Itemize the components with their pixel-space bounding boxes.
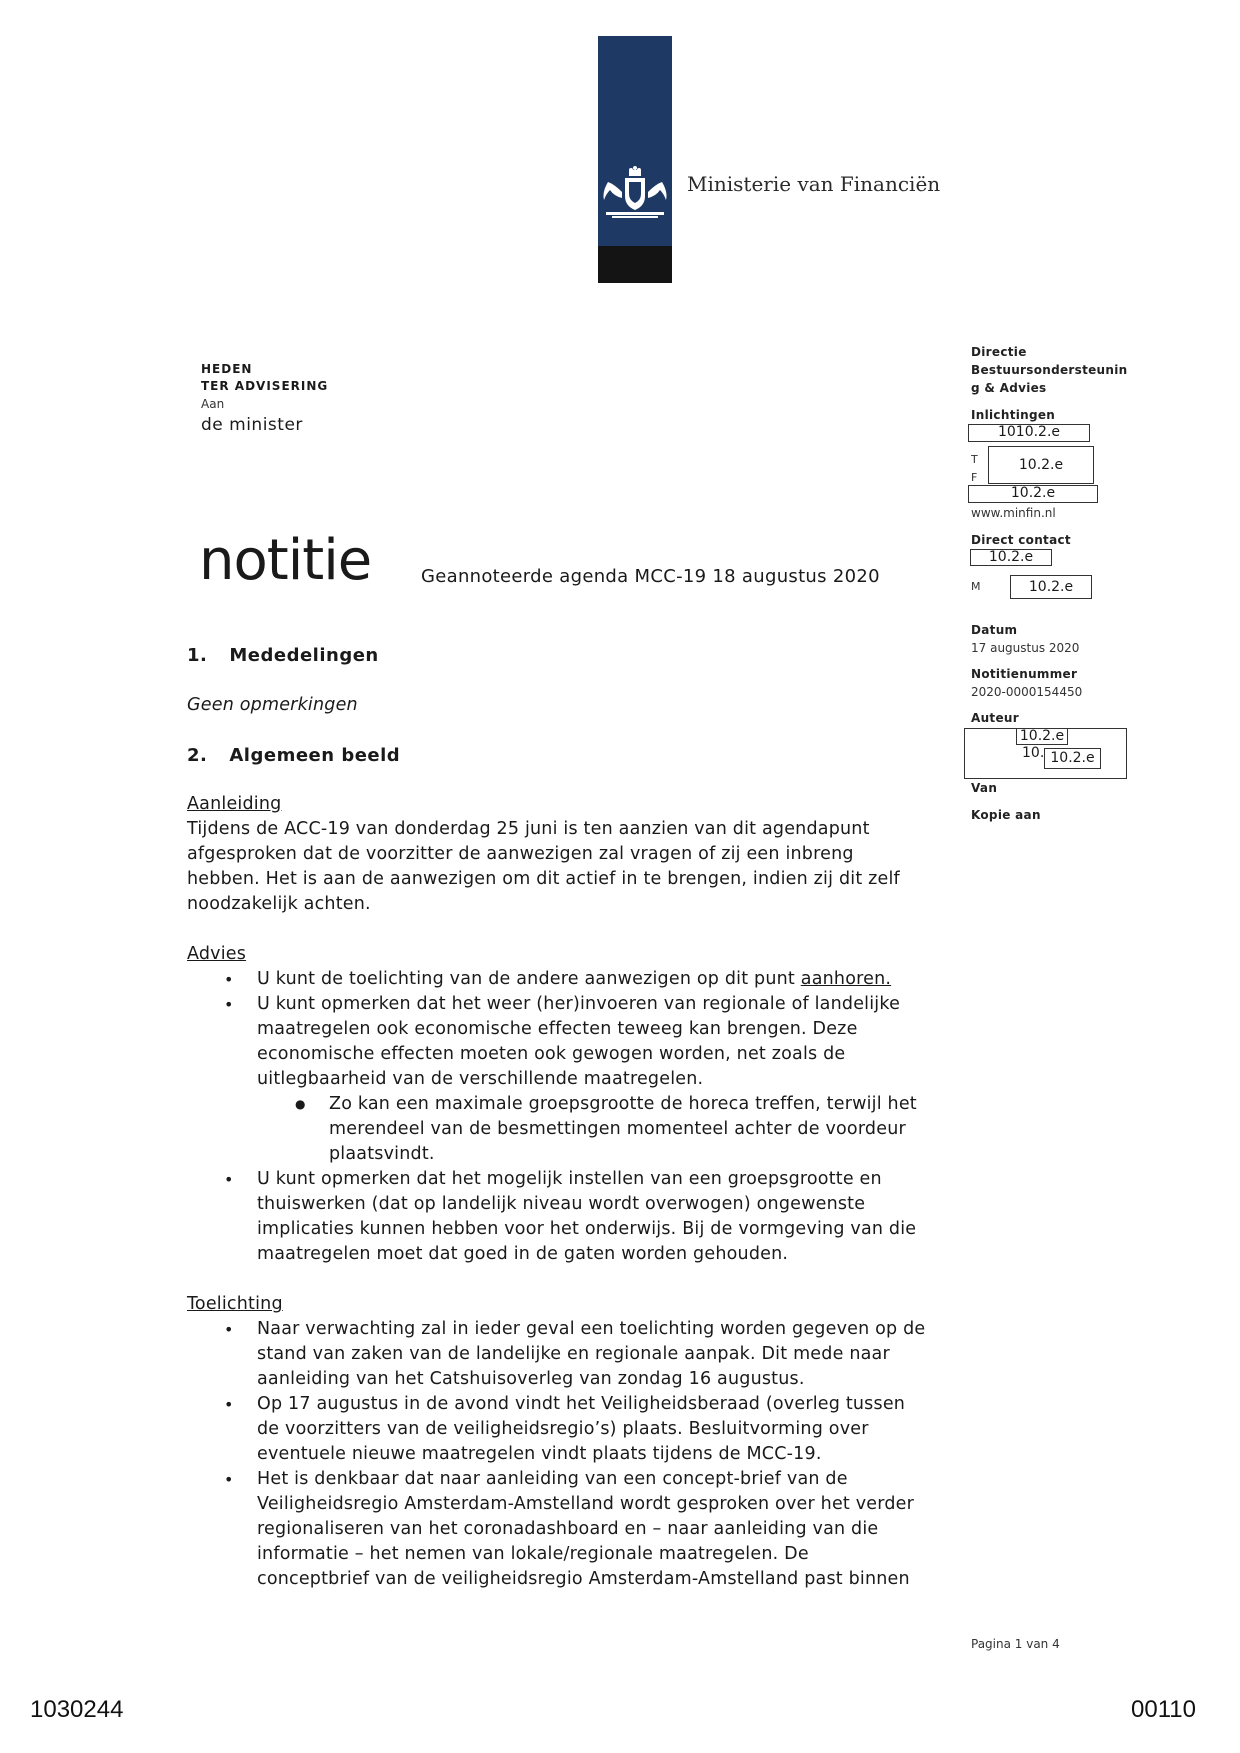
direct-contact-label: Direct contact xyxy=(971,533,1071,547)
list-item xyxy=(187,1467,947,1592)
list-item xyxy=(187,1317,947,1392)
section-1-heading xyxy=(187,645,379,666)
header-line1: HEDEN xyxy=(201,362,253,376)
notitienummer-value: 2020-0000154450 xyxy=(971,685,1083,699)
fax-label: F xyxy=(971,471,978,484)
redaction-box xyxy=(1010,575,1092,599)
footer-right-number: 00110 xyxy=(1131,1696,1196,1723)
list-line: plaatsvindt. xyxy=(329,1144,435,1164)
list-line: implicaties kunnen hebben voor het onderwijs. Bij de vormgeving van die xyxy=(257,1219,917,1239)
list-line: conceptbrief van de veiligheidsregio Amsterdam-Amstelland past binnen xyxy=(257,1569,910,1589)
mobile-label: M xyxy=(971,580,981,593)
website: www.minfin.nl xyxy=(971,506,1056,520)
list-item-text: U kunt de toelichting van de andere aanwezigen op dit punt xyxy=(257,969,801,989)
auteur-label: Auteur xyxy=(971,711,1019,725)
coat-of-arms-icon xyxy=(598,166,672,246)
toelichting-title: Toelichting xyxy=(187,1294,283,1314)
underlined-word: aanhoren. xyxy=(800,969,892,989)
list-item xyxy=(187,992,947,1092)
list-line: maatregelen moet dat goed in de gaten worden gehouden. xyxy=(257,1244,789,1264)
logo-footer-bar xyxy=(598,246,672,283)
redaction-box xyxy=(968,424,1090,442)
redaction-box xyxy=(968,485,1098,503)
directie-line3: g & Advies xyxy=(971,381,1047,395)
van-label: Van xyxy=(971,781,998,795)
main-body xyxy=(187,792,947,1592)
advies-list-continued xyxy=(117,1167,947,1267)
section-number: 1. xyxy=(187,645,208,666)
redaction-text: 10.2.e xyxy=(1018,457,1064,473)
section-number: 2. xyxy=(187,745,208,766)
list-line: Veiligheidsregio Amsterdam-Amstelland wordt gesproken over het verder xyxy=(257,1494,915,1514)
addressee: de minister xyxy=(201,415,303,435)
list-line: • Het is denkbaar dat naar aanleiding van een concept-brief van de xyxy=(257,1469,848,1489)
directie-label: Directie xyxy=(971,345,1027,359)
toelichting-list xyxy=(117,1317,947,1592)
list-line: economische effecten moeten ook gewogen worden, net zoals de xyxy=(257,1044,846,1064)
aanleiding-line: noodzakelijk achten. xyxy=(187,894,371,914)
redaction-box xyxy=(1016,728,1068,745)
list-item xyxy=(187,1092,947,1167)
redaction-text: 1010.2.e xyxy=(997,424,1061,440)
notitienummer-label: Notitienummer xyxy=(971,667,1078,681)
list-line: • Naar verwachting zal in ieder geval een toelichting worden gegeven op de xyxy=(257,1319,926,1339)
list-line: uitlegbaarheid van de verschillende maatregelen. xyxy=(257,1069,704,1089)
redaction-box xyxy=(1044,748,1101,769)
aanleiding-title: Aanleiding xyxy=(187,794,282,814)
to-label: Aan xyxy=(201,397,225,411)
phone-label: T xyxy=(971,453,978,466)
ministry-name: Ministerie van Financiën xyxy=(687,172,941,196)
advies-sublist xyxy=(117,1092,947,1167)
advies-title: Advies xyxy=(187,944,247,964)
section-title: Algemeen beeld xyxy=(229,745,401,766)
list-line: aanleiding van het Catshuisoverleg van zondag 16 augustus. xyxy=(257,1369,805,1389)
section-1-text: Geen opmerkingen xyxy=(187,695,358,715)
redaction-text: 10.2.e xyxy=(1050,750,1095,766)
list-item xyxy=(187,1392,947,1467)
redaction-text: 10.2.e xyxy=(988,549,1034,565)
list-line: stand van zaken van de landelijke en regionale aanpak. Dit mede naar xyxy=(257,1344,890,1364)
kopie-aan-label: Kopie aan xyxy=(971,808,1041,822)
list-line: eventuele nieuwe maatregelen vindt plaats tijdens de MCC-19. xyxy=(257,1444,822,1464)
list-line: thuiswerken (dat op landelijk niveau wordt overwogen) ongewenste xyxy=(257,1194,866,1214)
list-line: • U kunt opmerken dat het weer (her)invoeren van regionale of landelijke xyxy=(257,994,901,1014)
aanleiding-line: afgesproken dat de voorzitter de aanwezigen zal vragen of zij een inbreng xyxy=(187,844,854,864)
redaction-text: 10.2.e xyxy=(1019,728,1065,744)
redaction-text: 10. xyxy=(1022,745,1045,761)
document-subject: Geannoteerde agenda MCC-19 18 augustus 2020 xyxy=(421,566,880,587)
list-line: • U kunt opmerken dat het mogelijk instellen van een groepsgrootte en xyxy=(257,1169,882,1189)
redaction-box xyxy=(988,446,1094,484)
aanleiding-line: Tijdens de ACC-19 van donderdag 25 juni is ten aanzien van dit agendapunt xyxy=(187,819,870,839)
list-line: • Op 17 augustus in de avond vindt het Veiligheidsberaad (overleg tussen xyxy=(257,1394,906,1414)
list-line: maatregelen ook economische effecten teweeg kan brengen. Deze xyxy=(257,1019,858,1039)
logo-bar xyxy=(598,36,672,246)
redaction-box xyxy=(970,549,1052,566)
list-item xyxy=(187,1167,947,1267)
aanleiding-line: hebben. Het is aan de aanwezigen om dit actief in te brengen, indien zij dit zelf xyxy=(187,869,900,889)
page-number: Pagina 1 van 4 xyxy=(971,1637,1060,1651)
list-line: ● Zo kan een maximale groepsgrootte de horeca treffen, terwijl het xyxy=(329,1094,917,1114)
footer-left-number: 1030244 xyxy=(30,1696,124,1723)
advies-list xyxy=(117,967,947,1092)
directie-line2: Bestuursondersteunin xyxy=(971,363,1128,377)
list-line: de voorzitters van de veiligheidsregio’s) plaats. Besluitvorming over xyxy=(257,1419,869,1439)
list-item xyxy=(187,967,947,992)
header-line2: TER ADVISERING xyxy=(201,379,329,393)
document-type-title: notitie xyxy=(199,528,372,593)
redaction-text: 10.2.e xyxy=(1028,579,1074,595)
section-2-heading xyxy=(187,745,400,766)
datum-label: Datum xyxy=(971,623,1018,637)
list-line: informatie – het nemen van lokale/regionale maatregelen. De xyxy=(257,1544,809,1564)
section-title: Mededelingen xyxy=(229,645,379,666)
inlichtingen-label: Inlichtingen xyxy=(971,408,1056,422)
list-line: merendeel van de besmettingen momenteel achter de voordeur xyxy=(329,1119,906,1139)
list-line: regionaliseren van het coronadashboard en – naar aanleiding van die xyxy=(257,1519,879,1539)
redaction-text: 10.2.e xyxy=(1010,485,1056,501)
datum-value: 17 augustus 2020 xyxy=(971,641,1080,655)
